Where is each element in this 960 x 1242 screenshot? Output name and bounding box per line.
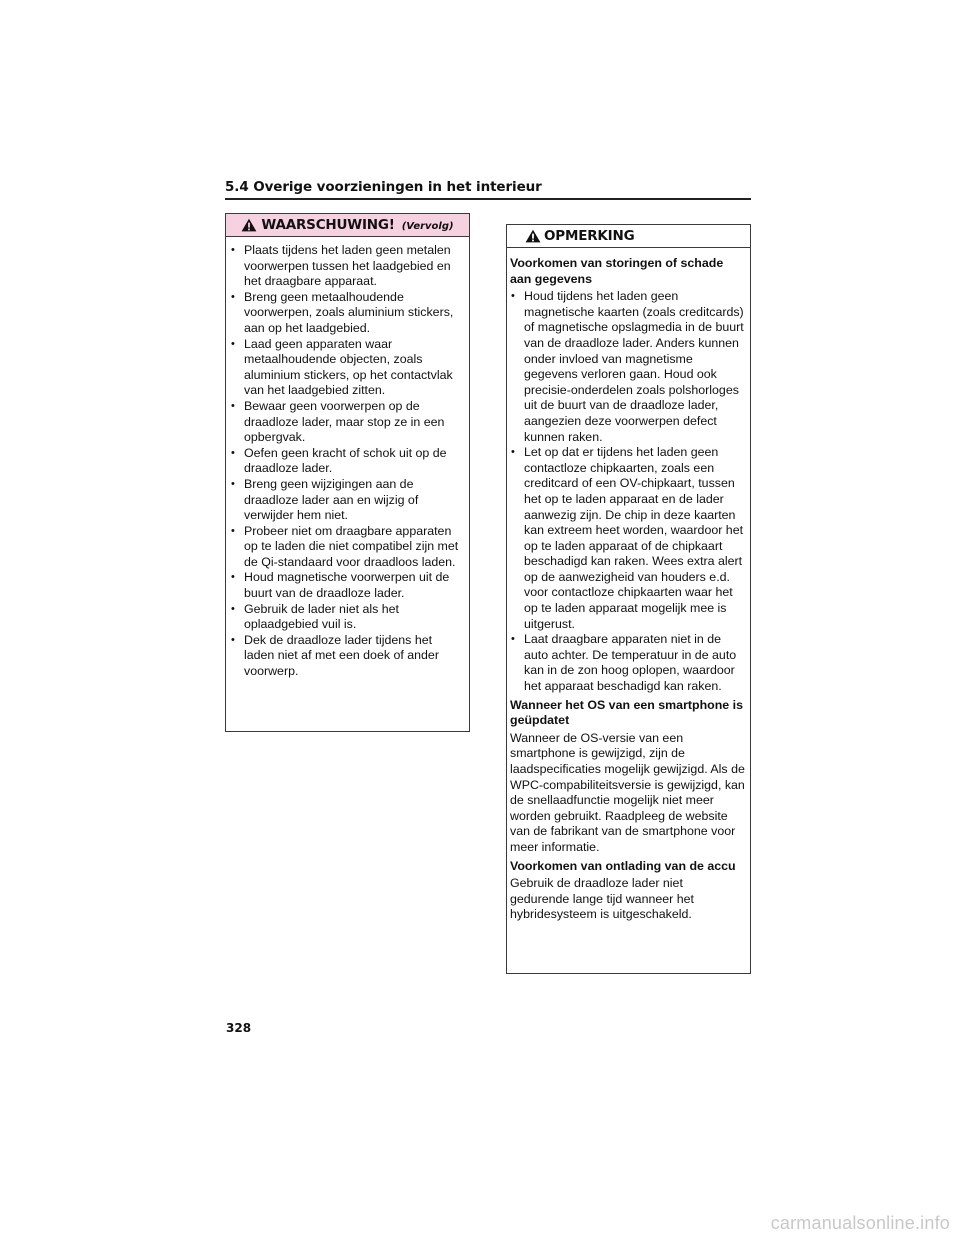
list-item: • Houd magnetische voorwerpen uit de buurt van de draadloze lader. <box>230 570 461 601</box>
list-item: • Gebruik de lader niet als het oplaadgebied vuil is. <box>230 602 461 633</box>
note-paragraph: Gebruik de draadloze lader niet gedurende lange tijd wanneer het hybridesysteem is uitgeschakeld. <box>510 876 694 922</box>
warning-header <box>226 214 469 237</box>
list-item: • Breng geen metaalhoudende voorwerpen, zoals aluminium stickers, aan op het laadgebied. <box>230 290 461 337</box>
list-item: • Laat draagbare apparaten niet in de auto achter. De temperatuur in de auto kan in de zon hoog oplopen, waardoor het apparaat beschadigd kan raken. <box>510 632 745 694</box>
note-box <box>506 224 751 974</box>
note-subheading: Wanneer het OS van een smartphone is geüpdatet <box>510 697 743 728</box>
section-title: 5.4 Overige voorzieningen in het interieur <box>225 179 542 195</box>
list-item: • Oefen geen kracht of schok uit op de draadloze lader. <box>230 446 461 477</box>
warning-title: WAARSCHUWING! <box>261 217 395 233</box>
note-list <box>510 289 745 694</box>
warning-continued-label: (Vervolg) <box>401 221 454 232</box>
page-number: 328 <box>226 1021 252 1035</box>
list-item: • Plaats tijdens het laden geen metalen voorwerpen tussen het laadgebied en het draagbare apparaat. <box>230 243 461 290</box>
caution-triangle-icon <box>525 229 541 243</box>
warning-list <box>230 243 461 680</box>
list-item: • Bewaar geen voorwerpen op de draadloze lader, maar stop ze in een opbergvak. <box>230 399 461 446</box>
note-paragraph: Wanneer de OS-versie van een smartphone is gewijzigd, zijn de laadspecificaties mogelijk gewijzigd. Als de WPC-compabiliteitsversie is gewijzigd, kan de snellaadfunctie mogelijk niet meer worden gebruikt. Raadpleeg de website van de fabrikant van de smartphone voor meer informatie. <box>510 730 745 854</box>
warning-box <box>225 213 470 732</box>
note-subheading: Voorkomen van storingen of schade aan gegevens <box>510 256 724 286</box>
note-content <box>507 248 750 923</box>
list-item: • Dek de draadloze lader tijdens het laden niet af met een doek of ander voorwerp. <box>230 633 461 680</box>
list-item: • Let op dat er tijdens het laden geen contactloze chipkaarten, zoals een creditcard of een OV-chipkaart, tussen het op te laden apparaat en de lader aanwezig zijn. De chip in deze kaarten kan extreem heet worden, waardoor het op te laden apparaat of de chipkaart beschadigd kan raken. Wees extra alert op de aanwezigheid van houders e.d. voor contactloze chipkaarten waar het op te laden apparaat mogelijk mee is uitgerust. <box>510 445 745 632</box>
warning-triangle-icon <box>241 218 257 232</box>
note-subheading: Voorkomen van ontlading van de accu <box>510 858 736 873</box>
warning-content <box>226 237 469 680</box>
note-header <box>507 225 750 248</box>
list-item: • Laad geen apparaten waar metaalhoudende objecten, zoals aluminium stickers, op het contactvlak van het laadgebied zitten. <box>230 337 461 399</box>
watermark: carmanualsonline.info <box>770 1213 950 1233</box>
note-title: OPMERKING <box>544 228 635 244</box>
list-item: • Probeer niet om draagbare apparaten op te laden die niet compatibel zijn met de Qi-standaard voor draadloos laden. <box>230 524 461 571</box>
section-divider <box>225 198 751 200</box>
section-header <box>225 178 751 200</box>
list-item: • Breng geen wijzigingen aan de draadloze lader aan en wijzig of verwijder hem niet. <box>230 477 461 524</box>
list-item: • Houd tijdens het laden geen magnetische kaarten (zoals creditcards) of magnetische opslagmedia in de buurt van de draadloze lader. Anders kunnen onder invloed van magnetisme gegevens verloren gaan. Houd ook precisie-onderdelen zoals polshorloges uit de buurt van de draadloze lader, aangezien deze voorwerpen defect kunnen raken. <box>510 289 745 445</box>
